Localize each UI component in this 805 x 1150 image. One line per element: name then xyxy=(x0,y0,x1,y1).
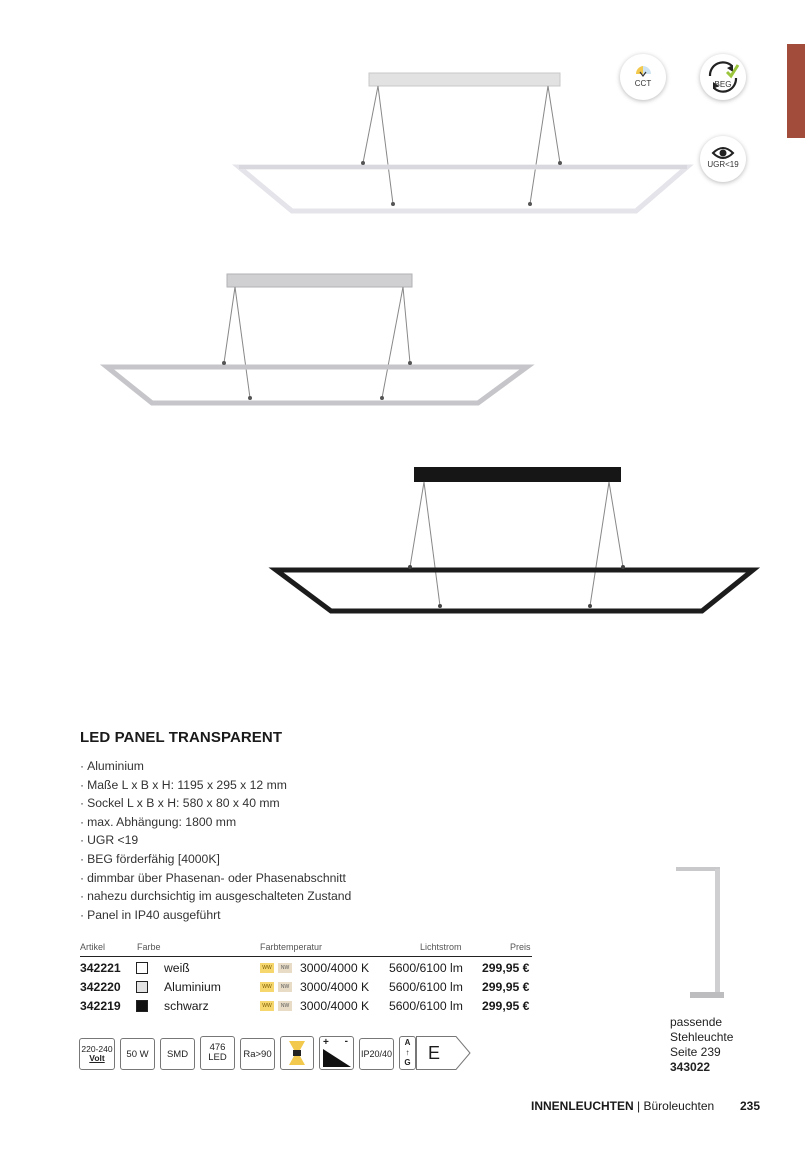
side-article: 343022 xyxy=(670,1060,711,1074)
energy-class: E xyxy=(428,1043,441,1063)
ra-icon xyxy=(240,1038,275,1070)
up-down-light-icon xyxy=(286,1040,308,1066)
color-temperature: 3000/4000 K xyxy=(300,999,370,1013)
footer-section: INNENLEUCHTEN xyxy=(531,1099,634,1113)
table-row xyxy=(80,978,540,997)
color-swatch xyxy=(136,981,148,993)
feature-item: · Sockel L x B x H: 580 x 80 x 40 mm xyxy=(80,794,351,813)
price: 299,95 € xyxy=(482,980,530,994)
energy-scale-bottom: G xyxy=(404,1058,411,1067)
smd-icon xyxy=(160,1038,195,1070)
floor-lamp-image xyxy=(672,864,728,1004)
table-row xyxy=(80,997,540,1016)
side-line-3: Seite 239 xyxy=(670,1045,721,1059)
panel-black-image xyxy=(276,467,753,611)
color-swatch xyxy=(136,1000,148,1012)
wattage-icon xyxy=(120,1038,155,1070)
dim-plus: + xyxy=(323,1037,329,1048)
voltage-range: 220-240 xyxy=(81,1044,113,1054)
color-name: schwarz xyxy=(164,999,209,1013)
panel-aluminium-image xyxy=(107,274,527,403)
neutral-white-icon: NW xyxy=(278,1001,292,1011)
feature-list xyxy=(80,757,351,924)
dimmable-icon xyxy=(319,1036,354,1070)
header-artikel: Artikel xyxy=(80,942,106,952)
table-row xyxy=(80,959,540,978)
wattage-value: 50 W xyxy=(126,1048,149,1060)
energy-class-arrow xyxy=(416,1036,472,1070)
energy-arrow-icon: ↑ xyxy=(405,1048,410,1057)
side-line-2: Stehleuchte xyxy=(670,1030,734,1044)
warm-white-icon: WW xyxy=(260,982,274,992)
luminous-flux: 5600/6100 lm xyxy=(389,999,463,1013)
product-title: LED PANEL TRANSPARENT xyxy=(80,729,283,746)
voltage-icon xyxy=(79,1038,115,1070)
footer xyxy=(531,1099,714,1113)
voltage-unit: Volt xyxy=(89,1053,105,1063)
feature-item: · BEG förderfähig [4000K] xyxy=(80,850,351,869)
article-number: 342220 xyxy=(80,980,121,994)
header-farbe: Farbe xyxy=(137,942,161,952)
feature-item: · nahezu durchsichtig im ausgeschalteten Zustand xyxy=(80,887,351,906)
feature-item: · Panel in IP40 ausgeführt xyxy=(80,906,351,925)
feature-item: · Aluminium xyxy=(80,757,351,776)
color-name: Aluminium xyxy=(164,980,221,994)
luminous-flux: 5600/6100 lm xyxy=(389,980,463,994)
article-number: 342219 xyxy=(80,999,121,1013)
ip-rating-icon xyxy=(359,1038,394,1070)
header-lichtstrom: Lichtstrom xyxy=(420,942,462,952)
side-line-1: passende xyxy=(670,1015,723,1029)
ra-value: Ra>90 xyxy=(243,1048,272,1060)
product-illustrations xyxy=(0,60,805,660)
matching-floor-lamp-note xyxy=(670,1015,733,1075)
color-name: weiß xyxy=(164,961,190,975)
neutral-white-icon: NW xyxy=(278,982,292,992)
neutral-white-icon: NW xyxy=(278,963,292,973)
smd-label: SMD xyxy=(166,1048,189,1060)
led-count-icon xyxy=(200,1036,235,1070)
energy-scale-icon xyxy=(399,1036,416,1070)
dimming-ramp-icon xyxy=(323,1049,351,1067)
luminous-flux: 5600/6100 lm xyxy=(389,961,463,975)
price: 299,95 € xyxy=(482,961,530,975)
footer-separator: | xyxy=(633,1099,644,1113)
feature-item: · Maße L x B x H: 1195 x 295 x 12 mm xyxy=(80,776,351,795)
dim-minus: - xyxy=(344,1036,348,1047)
warm-white-icon: WW xyxy=(260,1001,274,1011)
article-number: 342221 xyxy=(80,961,121,975)
cct-label: CCT xyxy=(634,79,652,88)
led-count: 476 xyxy=(209,1042,226,1053)
ugr-label: UGR<19 xyxy=(707,160,739,169)
led-label: LED xyxy=(208,1052,227,1063)
header-farbtemperatur: Farbtemperatur xyxy=(260,942,323,952)
feature-item: · dimmbar über Phasenan- oder Phasenabschnitt xyxy=(80,869,351,888)
color-temperature: 3000/4000 K xyxy=(300,980,370,994)
warm-white-icon: WW xyxy=(260,963,274,973)
panel-white-image xyxy=(239,73,687,211)
price: 299,95 € xyxy=(482,999,530,1013)
table-rule xyxy=(80,956,532,957)
beg-label: BEG xyxy=(714,80,732,89)
light-direction-icon xyxy=(280,1036,314,1070)
feature-item: · UGR <19 xyxy=(80,831,351,850)
feature-item: · max. Abhängung: 1800 mm xyxy=(80,813,351,832)
color-temperature: 3000/4000 K xyxy=(300,961,370,975)
energy-scale-top: A xyxy=(404,1038,411,1047)
ip-rating: IP20/40 xyxy=(360,1049,393,1059)
color-swatch xyxy=(136,962,148,974)
header-preis: Preis xyxy=(510,942,531,952)
footer-subsection: Büroleuchten xyxy=(643,1099,715,1113)
page-number: 235 xyxy=(740,1099,761,1113)
